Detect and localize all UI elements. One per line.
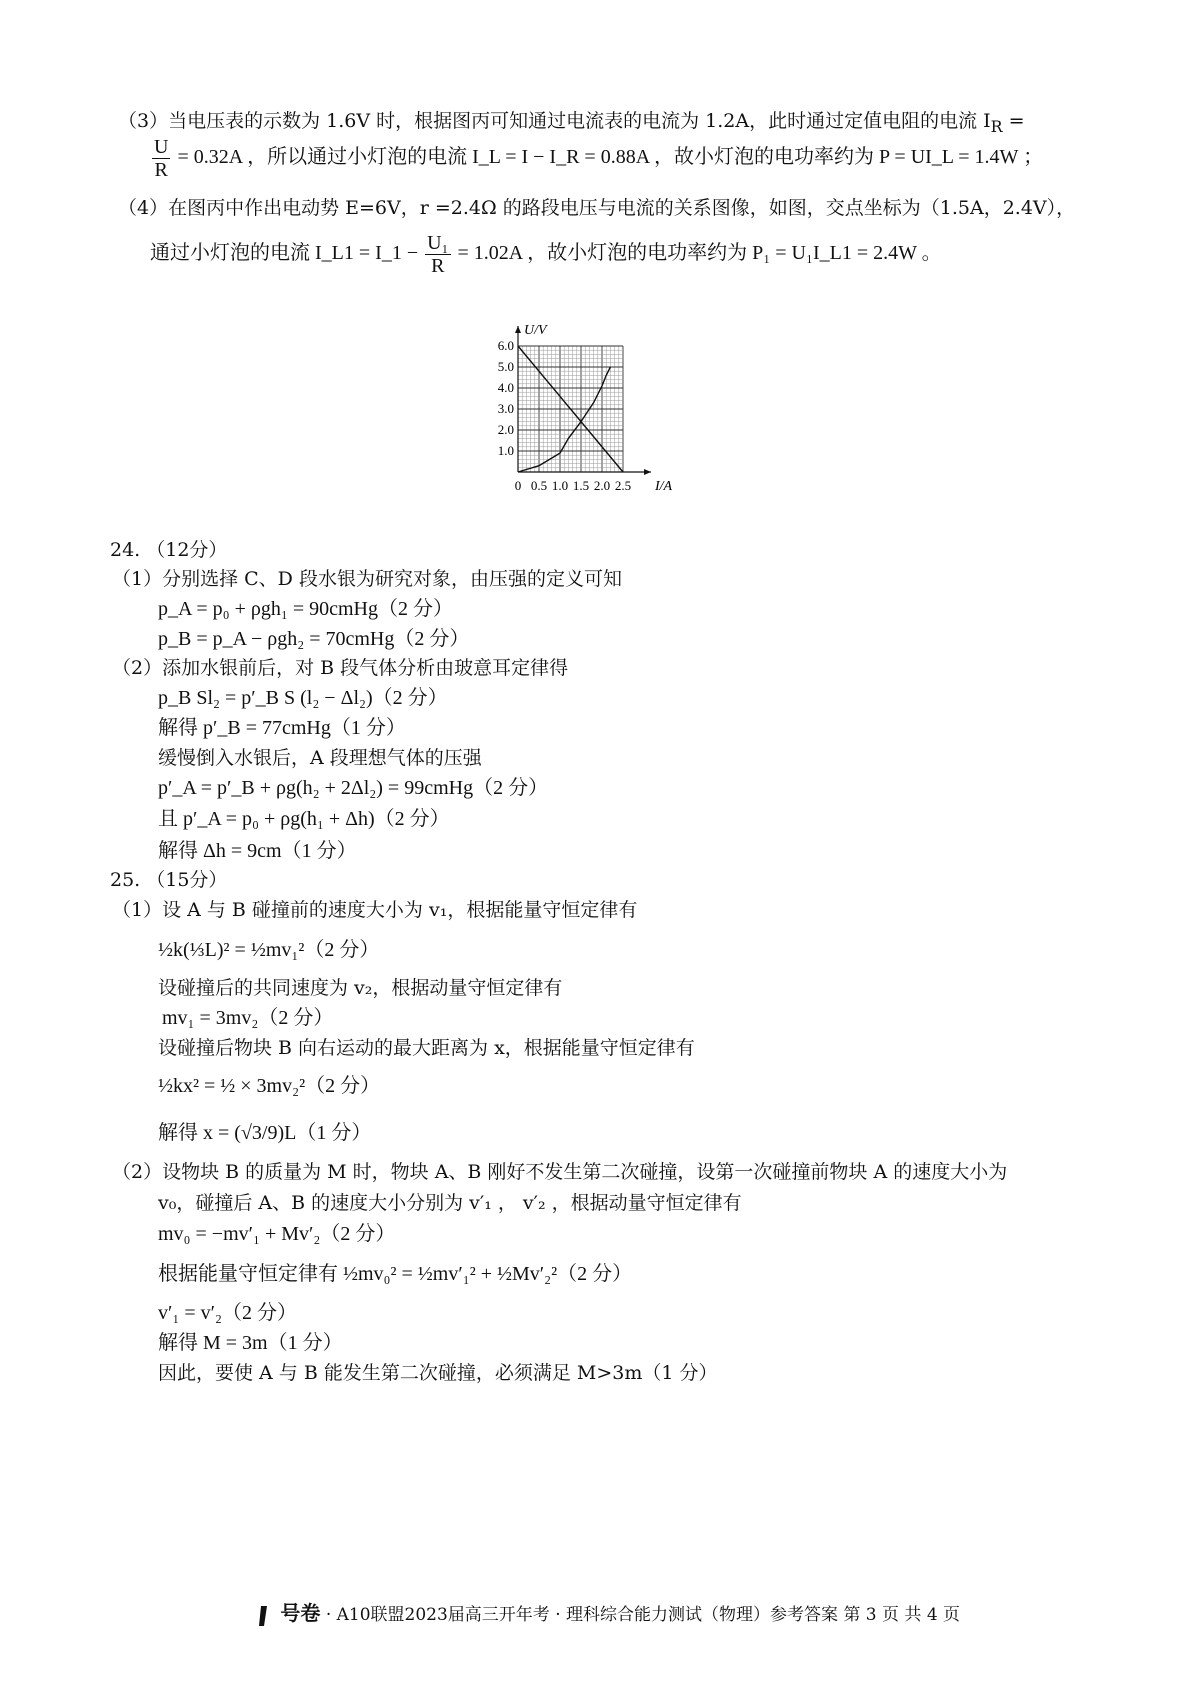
y-axis-label: U/V bbox=[524, 323, 547, 338]
u-i-graph bbox=[480, 322, 690, 537]
q23-part3-eq: = bbox=[1008, 110, 1025, 132]
q24-equation: 解得 p′_B = 77cmHg（1 分） bbox=[158, 717, 406, 739]
x-axis-arrow-icon bbox=[644, 469, 651, 475]
q23-part4-line1: （4）在图丙中作出电动势 E=6V，r =2.4Ω 的路段电压与电流的关系图像，如图，交点坐标为（1.5A，2.4V）， bbox=[118, 197, 1076, 219]
brand-logo-text: 号卷 bbox=[280, 1601, 321, 1625]
q25-header: 25. （15分） bbox=[110, 869, 228, 891]
q25-line: v₀，碰撞后 A、B 的速度大小分别为 v′₁ ， v′₂ ，根据动量守恒定律有 bbox=[158, 1192, 742, 1214]
q24-equation: p′_A = p′_B + ρg(h₂ + 2Δl₂) = 99cmHg（2 分） bbox=[158, 777, 549, 799]
q24-line: （1）分别选择 C、D 段水银为研究对象，由压强的定义可知 bbox=[112, 568, 622, 590]
y-tick-label: 3.0 bbox=[497, 401, 514, 416]
q25-line: 设碰撞后物块 B 向右运动的最大距离为 x，根据能量守恒定律有 bbox=[158, 1037, 695, 1059]
q24-header: 24. （12分） bbox=[110, 539, 228, 561]
fraction-numerator: U₁ bbox=[427, 232, 449, 254]
q23-part3-sub: R bbox=[990, 116, 1003, 136]
q24-line: （2）添加水银前后，对 B 段气体分析由玻意耳定律得 bbox=[112, 657, 569, 679]
x-tick-label: 0 bbox=[514, 478, 522, 493]
fraction-numerator: U bbox=[154, 136, 169, 158]
fraction-denominator: R bbox=[431, 255, 445, 277]
x-tick-label: 1.0 bbox=[551, 478, 569, 493]
fraction-u1-over-r bbox=[425, 232, 450, 277]
q24-equation: 解得 Δh = 9cm（1 分） bbox=[158, 840, 357, 862]
q23-part4-text-b: = 1.02A ，故小灯泡的电功率约为 P₁ = U₁I_L1 = 2.4W 。 bbox=[457, 242, 942, 265]
q25-equation: mv₀ = −mv′₁ + Mv′₂（2 分） bbox=[158, 1223, 396, 1245]
q25-equation: ½kx² = ½ × 3mv₂²（2 分） bbox=[158, 1075, 381, 1097]
y-tick-label: 1.0 bbox=[497, 443, 514, 458]
y-axis-arrow-icon bbox=[515, 326, 521, 333]
footer-text: · A10联盟2023届高三开年考 · 理科综合能力测试（物理）参考答案 第 3 页 共 4 页 bbox=[325, 1605, 961, 1625]
q24-equation: p_B = p_A − ρgh₂ = 70cmHg（2 分） bbox=[158, 628, 470, 650]
q24-line: 缓慢倒入水银后，A 段理想气体的压强 bbox=[158, 747, 482, 769]
q25-equation: v′₁ = v′₂（2 分） bbox=[158, 1302, 297, 1324]
q25-equation: 解得 M = 3m（1 分） bbox=[158, 1332, 343, 1354]
fraction-denominator: R bbox=[154, 159, 168, 181]
fraction-u-over-r bbox=[152, 136, 170, 181]
y-tick-label: 6.0 bbox=[497, 338, 514, 353]
y-tick-label: 5.0 bbox=[497, 359, 514, 374]
x-tick-label: 2.0 bbox=[593, 478, 611, 493]
q24-equation: p_A = p₀ + ρgh₁ = 90cmHg（2 分） bbox=[158, 598, 453, 620]
q23-part3-text: （3）当电压表的示数为 1.6V 时，根据图丙可知通过电流表的电流为 1.2A，此时通过定值电阻的电流 I bbox=[118, 110, 991, 132]
q25-line: （2）设物块 B 的质量为 M 时，物块 A、B 刚好不发生第二次碰撞，设第一次碰撞前物块 A 的速度大小为 bbox=[112, 1161, 1008, 1183]
q25-equation: ½k(⅓L)² = ½mv₁²（2 分） bbox=[158, 939, 380, 961]
q25-line: 因此，要使 A 与 B 能发生第二次碰撞，必须满足 M>3m（1 分） bbox=[158, 1362, 718, 1384]
q25-line: （1）设 A 与 B 碰撞前的速度大小为 v₁，根据能量守恒定律有 bbox=[112, 899, 638, 921]
q25-equation: mv₁ = 3mv₂（2 分） bbox=[162, 1007, 334, 1029]
q23-part3-result: = 0.32A ，所以通过小灯泡的电流 I_L = I − I_R = 0.88A ，故小灯泡的电功率约为 P = UI_L = 1.4W ； bbox=[177, 146, 1044, 169]
x-tick-label: 2.5 bbox=[614, 478, 632, 493]
y-tick-label: 2.0 bbox=[497, 422, 514, 437]
q25-equation: 解得 x = (√3/9)L（1 分） bbox=[158, 1122, 372, 1144]
q23-part3-line2 bbox=[150, 136, 1043, 181]
q23-part4-line2 bbox=[150, 232, 942, 277]
q25-equation: 根据能量守恒定律有 ½mv₀² = ½mv′₁² + ½Mv′₂²（2 分） bbox=[158, 1263, 633, 1285]
x-axis-label: I/A bbox=[655, 479, 673, 494]
q23-part4-text-a: 通过小灯泡的电流 I_L1 = I_1 − bbox=[150, 242, 419, 265]
q24-equation: p_B Sl₂ = p′_B S (l₂ − Δl₂)（2 分） bbox=[158, 687, 448, 709]
page-footer bbox=[255, 1597, 960, 1627]
y-tick-label: 4.0 bbox=[497, 380, 514, 395]
x-tick-label: 0.5 bbox=[530, 478, 548, 493]
q25-line: 设碰撞后的共同速度为 v₂，根据动量守恒定律有 bbox=[158, 977, 563, 999]
q24-equation: 且 p′_A = p₀ + ρg(h₁ + Δh)（2 分） bbox=[158, 808, 450, 830]
x-tick-label: 1.5 bbox=[572, 478, 590, 493]
brand-logo-icon bbox=[255, 1605, 271, 1627]
